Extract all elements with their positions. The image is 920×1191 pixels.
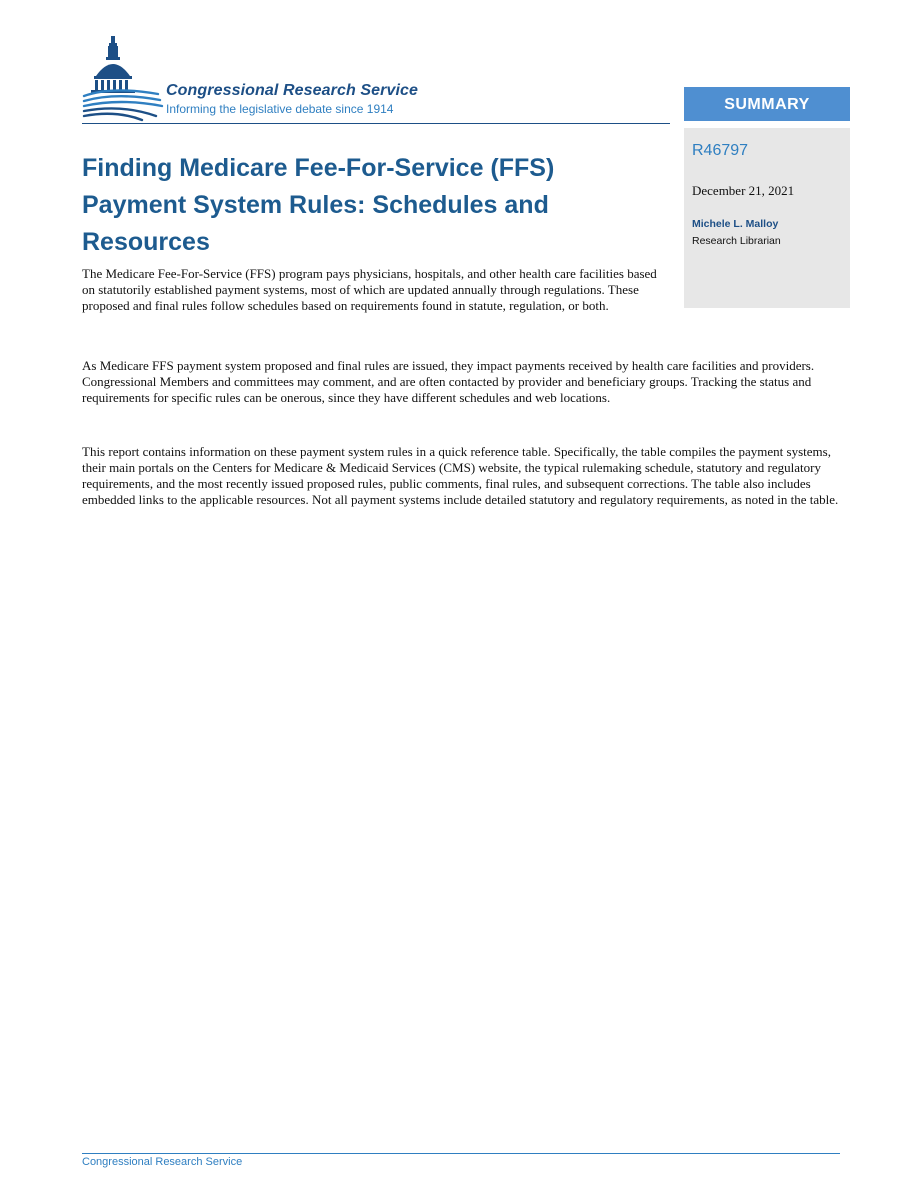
report-date: December 21, 2021 [692,183,795,198]
header-divider [82,123,670,124]
summary-tab: SUMMARY [684,87,850,121]
capitol-dome-icon [82,34,172,122]
summary-paragraph: This report contains information on these payment system rules in a quick reference table. Specifically, the table compiles the payment systems, their main portals on the Centers for Medicare & Medicaid Services (CMS) website, the typical rulemaking schedule, statutory and regulatory requirements, and the most recently issued proposed rules, public comments, final rules, and subsequent corrections. The table also includes embedded links to the applicable resources. Not all payment systems include detailed statutory and regulatory requirements, as noted in the table. [82,444,839,507]
footer-text: Congressional Research Service [82,1156,243,1168]
org-name: Congressional Research Service [166,82,419,99]
author-title: Research Librarian [692,235,781,247]
author-name: Michele L. Malloy [692,218,779,230]
org-tagline: Informing the legislative debate since 1914 [166,102,394,116]
summary-paragraph: As Medicare FFS payment system proposed and final rules are issued, they impact payments received by health care facilities and providers. Congressional Members and committees may comment, and are often contacted by provider and beneficiary groups. Tracking the status and requirements for specific rules can be onerous, since they have different schedules and web locations. [82,358,815,405]
report-number: R46797 [692,142,749,159]
report-title: Finding Medicare Fee-For-Service (FFS) Payment System Rules: Schedules and Resources [82,154,555,256]
summary-paragraph: The Medicare Fee-For-Service (FFS) program pays physicians, hospitals, and other health care facilities based on statutorily established payment systems, most of which are updated annually through regulations. These proposed and final rules follow schedules based on requirements found in statute, regulation, or both. [82,266,657,313]
footer-divider [82,1153,840,1154]
